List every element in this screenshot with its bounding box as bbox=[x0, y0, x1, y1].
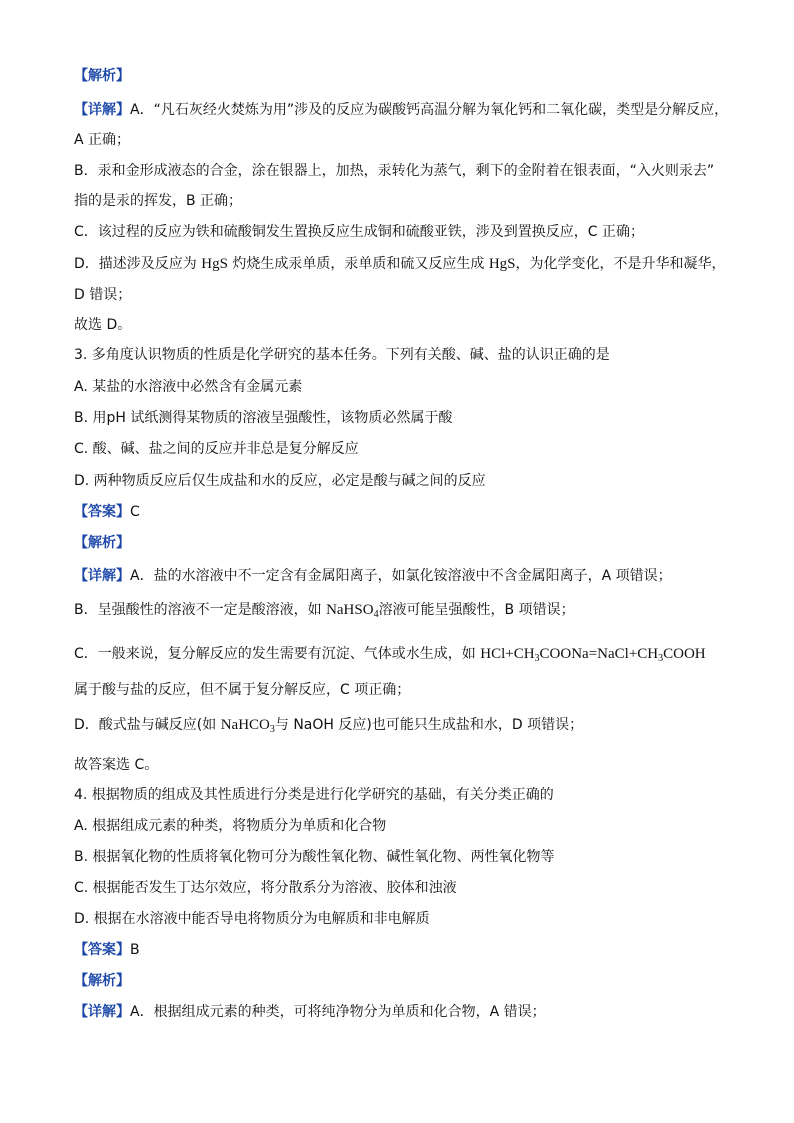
chem-formula: HgS bbox=[201, 256, 228, 272]
detail-line-b: B．汞和金形成液态的合金，涂在银器上，加热，汞转化为蒸气，剩下的金附着在银表面，“入火则汞去” bbox=[74, 163, 715, 179]
detail-line-a: 【详解】A．盐的水溶液中不一定含有金属阳离子，如氯化铵溶液中不含金属阳离子，A 项错误； bbox=[74, 568, 672, 584]
conclusion-line: 故答案选 C。 bbox=[74, 757, 159, 773]
question-3-stem: 3. 多角度认识物质的性质是化学研究的基本任务。下列有关酸、碱、盐的认识正确的是 bbox=[74, 347, 610, 363]
conclusion-line: 故选 D。 bbox=[74, 317, 132, 333]
question-3-option-c: C. 酸、碱、盐之间的反应并非总是复分解反应 bbox=[74, 441, 359, 457]
answer-tag: 【答案】 bbox=[74, 504, 130, 520]
analysis-tag: 【解析】 bbox=[74, 535, 130, 551]
detail-line-a-cont: A 正确； bbox=[74, 132, 131, 148]
question-3-option-b: B. 用pH 试纸测得某物质的溶液呈强酸性，该物质必然属于酸 bbox=[74, 410, 453, 426]
detail-tag: 【详解】 bbox=[74, 102, 130, 118]
detail-line-a: 【详解】A．“凡石灰经火焚炼为用”涉及的反应为碳酸钙高温分解为氧化钙和二氧化碳，类型是分解反应， bbox=[74, 102, 729, 118]
detail-line-c: C．一般来说，复分解反应的发生需要有沉淀、气体或水生成，如 $HCl+CH_3COONa=NaCl+CH_3COOH$ bbox=[74, 646, 706, 664]
analysis-heading bbox=[74, 67, 130, 85]
detail-line-c: C．该过程的反应为铁和硫酸铜发生置换反应生成铜和硫酸亚铁，涉及到置换反应，C 正确； bbox=[74, 224, 644, 240]
question-4-option-d: D. 根据在水溶液中能否导电将物质分为电解质和非电解质 bbox=[74, 911, 430, 927]
question-3-option-d: D. 两种物质反应后仅生成盐和水的反应，必定是酸与碱之间的反应 bbox=[74, 473, 486, 489]
question-4-option-c: C. 根据能否发生丁达尔效应，将分散系分为溶液、胶体和浊液 bbox=[74, 880, 457, 896]
answer-line bbox=[74, 941, 140, 959]
chem-formula: NaHCO$_3$ bbox=[220, 717, 275, 735]
detail-line-a: 【详解】A．根据组成元素的种类，可将纯净物分为单质和化合物，A 错误； bbox=[74, 1004, 546, 1020]
analysis-heading bbox=[74, 972, 130, 990]
answer-value: C bbox=[130, 504, 140, 520]
analysis-heading bbox=[74, 534, 130, 552]
analysis-tag: 【解析】 bbox=[74, 973, 130, 989]
answer-line bbox=[74, 503, 140, 521]
detail-line-d: D．酸式盐与碱反应(如 NaHCO$_3$与 NaOH 反应)也可能只生成盐和水，D 项错误； bbox=[74, 717, 584, 735]
detail-line-b-cont: 指的是汞的挥发，B 正确； bbox=[74, 193, 243, 209]
answer-value: B bbox=[130, 942, 140, 958]
question-3-option-a: A. 某盐的水溶液中必然含有金属元素 bbox=[74, 379, 303, 395]
detail-line-b: B．呈强酸性的溶液不一定是酸溶液，如 NaHSO$_4$溶液可能呈强酸性，B 项错误； bbox=[74, 602, 575, 620]
answer-tag: 【答案】 bbox=[74, 942, 130, 958]
detail-tag: 【详解】 bbox=[74, 1004, 130, 1020]
question-4-option-b: B. 根据氧化物的性质将氧化物可分为酸性氧化物、碱性氧化物、两性氧化物等 bbox=[74, 849, 555, 865]
chem-formula: NaHSO$_4$ bbox=[326, 602, 379, 620]
detail-tag: 【详解】 bbox=[74, 568, 130, 584]
detail-line-d-cont: D 错误； bbox=[74, 287, 132, 303]
question-4-option-a: A. 根据组成元素的种类，将物质分为单质和化合物 bbox=[74, 818, 387, 834]
chem-formula: HgS bbox=[488, 256, 516, 272]
analysis-tag: 【解析】 bbox=[74, 68, 130, 84]
detail-line-c-cont: 属于酸与盐的反应，但不属于复分解反应，C 项正确； bbox=[74, 682, 411, 698]
detail-line-d: D．描述涉及反应为 HgS 灼烧生成汞单质，汞单质和硫又反应生成 HgS，为化学变化，不是升华和凝华， bbox=[74, 256, 726, 272]
chem-equation: $HCl+CH_3COONa=NaCl+CH_3COOH$ bbox=[480, 646, 706, 664]
question-4-stem: 4. 根据物质的组成及其性质进行分类是进行化学研究的基础，有关分类正确的 bbox=[74, 787, 554, 803]
